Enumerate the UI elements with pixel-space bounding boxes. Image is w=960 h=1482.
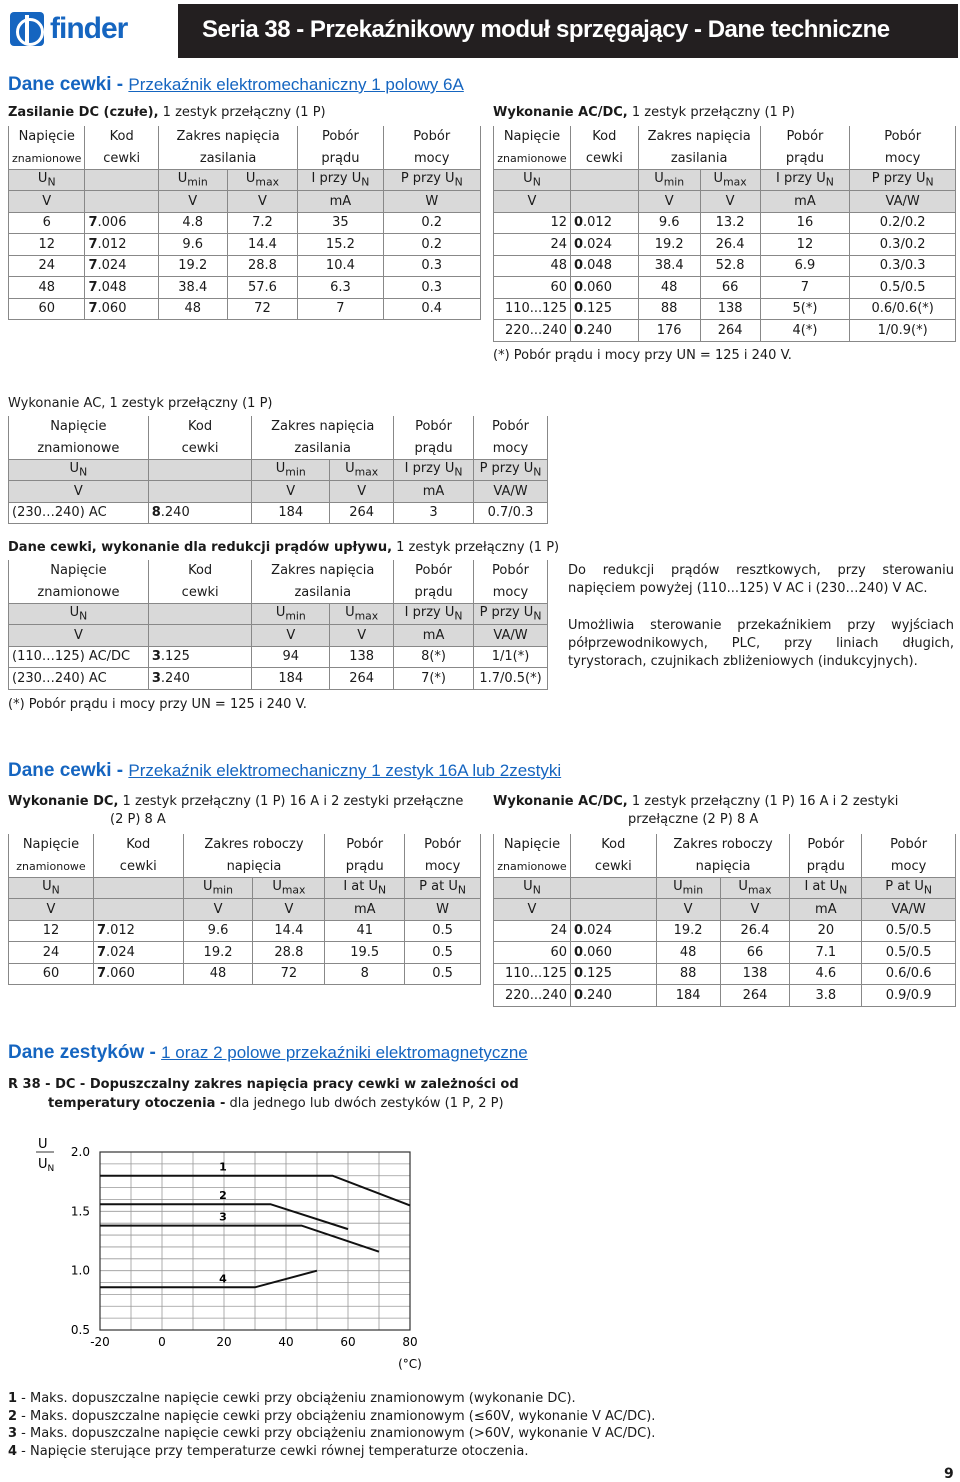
cell-code: 7.048 [85,277,158,299]
cell-voltage: 48 [494,255,571,277]
table-cell: 7.2 [227,212,298,234]
section-title-sub: Przekaźnik elektromechaniczny 1 zestyk 16A lub 2zestyki [128,761,562,780]
cell-code: 0.240 [570,320,638,342]
table-caption-16a-dc-cont: (2 P) 8 A [110,812,166,827]
section-title-contacts [8,1042,528,1064]
table-cell: 138 [700,298,760,320]
side-paragraph-2: Umożliwia sterowanie przekaźnikiem przy wyjściach półprzewodnikowych, PLC, przy liniach długich, tyrystorach, czujnikach zbliżeniowych (indukcyjnych). [568,618,954,669]
finder-logo-mark-icon [10,12,44,46]
chart-legend [8,1390,655,1460]
table-cell: 176 [638,320,700,342]
cell-voltage: 220...240 [494,320,571,342]
table-cell: 0.5 [405,942,481,964]
cell-voltage: 220...240 [494,985,571,1007]
table-cell: 48 [158,298,227,320]
cell-voltage: (230…240) AC [9,502,149,524]
table-cell: 66 [720,942,790,964]
table-cell: 35 [298,212,383,234]
table-cell: 7.1 [790,942,862,964]
table-cell: 0.2 [383,234,481,256]
side-paragraph-1: Do redukcji prądów resztkowych, przy sterowaniu napięciem powyżej (110...125) V AC i (230…240) V AC. [568,563,954,596]
series-label-2: 2 [219,1189,227,1203]
table-row [9,298,481,320]
table-cell: 26.4 [720,920,790,942]
table-cell: 0.4 [383,298,481,320]
section-title-coil-data-16a [8,760,561,782]
table-caption-reduction: Dane cewki, wykonanie dla redukcji prądów upływu, 1 zestyk przełączny (1 P) [8,540,560,555]
y-tick-label: 2.0 [70,1145,90,1159]
legend-item: 2 - Maks. dopuszczalne napięcie cewki przy obciążeniu znamionowym (≤60V, wykonanie V AC/DC). [8,1408,656,1424]
reduction-note: (*) Pobór prądu i mocy przy UN = 125 i 240 V. [8,697,307,712]
table-cell: 14.4 [227,234,298,256]
series-label-3: 3 [219,1210,227,1224]
y-axis-label-top: U [38,1137,48,1152]
table-row [9,668,548,690]
table-cell: 72 [253,963,325,985]
table-caption-acdc: Wykonanie AC/DC, 1 zestyk przełączny (1 P) [493,105,795,120]
table-row [494,985,956,1007]
x-tick-label: 80 [402,1335,418,1349]
legend-item: 4 - Napięcie sterujące przy temperaturze cewki równej temperaturze otoczenia. [8,1443,529,1459]
series-label-4: 4 [219,1272,227,1286]
cell-code: 8.240 [148,502,252,524]
table-cell: 0.7/0.3 [473,502,547,524]
table-row [494,320,956,342]
table-row [9,212,481,234]
cell-voltage: 60 [494,942,571,964]
cell-code: 0.060 [570,942,656,964]
finder-logo [10,12,160,50]
section-title-sub: Przekaźnik elektromechaniczny 1 polowy 6A [128,75,464,94]
table-cell: 19.2 [183,942,253,964]
cell-code: 0.012 [570,212,638,234]
cell-code: 0.125 [570,963,656,985]
table-row [9,502,548,524]
section-divider [0,748,960,750]
series-line-4 [100,1271,317,1288]
cell-voltage: 110...125 [494,963,571,985]
cell-voltage: 12 [9,920,94,942]
table-cell: 184 [252,668,330,690]
x-tick-label: 0 [158,1335,166,1349]
table-cell: 0.6/0.6 [862,963,956,985]
table-row [9,277,481,299]
table-caption-16a-dc: Wykonanie DC, 1 zestyk przełączny (1 P) 16 A i 2 zestyki przełączne [8,794,464,809]
finder-logo-text: finder [50,12,128,45]
x-axis-label: (°C) [398,1357,422,1371]
cell-voltage: 48 [9,277,85,299]
cell-code: 7.060 [85,298,158,320]
table-cell: 9.6 [158,234,227,256]
r38-caption-line2: temperatury otoczenia - dla jednego lub dwóch zestyków (1 P, 2 P) [48,1096,504,1111]
section-title-main: Dane cewki - [8,760,129,781]
cell-voltage: 110...125 [494,298,571,320]
page-title: Seria 38 - Przekaźnikowy moduł sprzęgający - Dane techniczne [202,16,890,43]
table-cell: 28.8 [227,255,298,277]
table-cell: 7 [298,298,383,320]
table-cell: 38.4 [638,255,700,277]
table-row [494,298,956,320]
table-cell: 19.5 [325,942,405,964]
coil-table-16a-dc: Napięcie Kod Zakres roboczy Pobór Pobór znamionowe cewki napięcia prądu mocy $U_N$ $U_{min}$ $U_{max}$ I at $U_N$ P at $U_N$ V V V mA W 12 7.012 9.6 14.4 41 0.5 24 7.024 19.2 28.8 19.5 0.5 60 7.060 48 72 8 0.5 [8,834,481,985]
coil-table-dc: Napięcie Kod Zakres napięcia Pobór Pobór znamionowe cewki zasilania prądu mocy $U_N$ $U_{min}$ $U_{max}$ I przy $U_N$ P przy $U_N$ V V V mA W 6 7.006 4.8 7.2 35 0.2 12 7.012 9.6 14.4 15.2 0.2 24 7.024 19.2 28.8 10.4 0.3 48 7.048 38.4 57.6 6.3 0.3 60 7.060 48 72 7 0.4 [8,126,481,320]
table-cell: 4(*) [760,320,850,342]
table-cell: 66 [700,277,760,299]
section-title-sub: 1 oraz 2 polowe przekaźniki elektromagnetyczne [161,1043,528,1062]
table-cell: 0.5 [405,963,481,985]
y-tick-label: 0.5 [70,1323,90,1337]
cell-code: 3.125 [148,646,252,668]
table-cell: 264 [700,320,760,342]
x-tick-label: 20 [216,1335,232,1349]
table-caption-16a-acdc: Wykonanie AC/DC, 1 zestyk przełączny (1 P) 16 A i 2 zestyki [493,794,899,809]
table-cell: 138 [330,646,394,668]
table-cell: 4.6 [790,963,862,985]
coil-table-ac: Napięcie Kod Zakres napięcia Pobór Pobór znamionowe cewki zasilania prądu mocy $U_N$ $U_{min}$ $U_{max}$ I przy $U_N$ P przy $U_N$ V V V mA VA/W (230…240) AC 8.240 184 264 3 0.7/0.3 [8,416,548,524]
table-row [494,277,956,299]
table-row [9,920,481,942]
table-cell: 48 [638,277,700,299]
cell-code: 7.012 [85,234,158,256]
y-tick-label: 1.5 [70,1204,90,1219]
table-cell: 19.2 [638,234,700,256]
table-row [9,963,481,985]
voltage-temperature-chart [0,1130,440,1380]
cell-code: 7.024 [93,942,183,964]
table-cell: 0.5 [405,920,481,942]
table-cell: 0.5/0.5 [862,942,956,964]
cell-voltage: 6 [9,212,85,234]
table-cell: 0.9/0.9 [862,985,956,1007]
table-cell: 3.8 [790,985,862,1007]
cell-code: 0.240 [570,985,656,1007]
table-cell: 12 [760,234,850,256]
table-cell: 9.6 [183,920,253,942]
table-cell: 9.6 [638,212,700,234]
cell-code: 0.125 [570,298,638,320]
table-cell: 48 [656,942,720,964]
section-title-coil-data-6a [8,74,464,96]
table-row [494,963,956,985]
cell-voltage: 60 [9,963,94,985]
table-cell: 3 [394,502,474,524]
table-cell: 28.8 [253,942,325,964]
table-cell: 20 [790,920,862,942]
legend-item: 3 - Maks. dopuszczalne napięcie cewki przy obciążeniu znamionowym (>60V, wykonanie V AC/DC). [8,1426,656,1441]
section-title-main: Dane zestyków - [8,1042,162,1063]
table-caption-ac: Wykonanie AC, 1 zestyk przełączny (1 P) [8,396,273,411]
cell-voltage: 60 [9,298,85,320]
section-title-main: Dane cewki - [8,74,129,95]
cell-code: 3.240 [148,668,252,690]
table-row [494,255,956,277]
coil-table-reduction: Napięcie Kod Zakres napięcia Pobór Pobór znamionowe cewki zasilania prądu mocy $U_N$ $U_{min}$ $U_{max}$ I przy $U_N$ P przy $U_N$ V V V mA VA/W (110…125) AC/DC 3.125 94 138 8(*) 1/1(*) (230…240) AC 3.240 184 264 7(*) 1.7/0.5(*) [8,560,548,690]
table-cell: 1.7/0.5(*) [474,668,548,690]
table-cell: 0.5/0.5 [850,277,956,299]
header-bar [178,4,958,58]
cell-code: 7.060 [93,963,183,985]
table-cell: 0.3 [383,255,481,277]
cell-code: 0.048 [570,255,638,277]
table-cell: 88 [638,298,700,320]
table-caption-dc: Zasilanie DC (czułe), 1 zestyk przełączny (1 P) [8,105,326,120]
cell-voltage: 12 [494,212,571,234]
cell-voltage: 60 [494,277,571,299]
table-cell: 0.5/0.5 [862,920,956,942]
coil-table-16a-acdc: Napięcie Kod Zakres roboczy Pobór Pobór znamionowe cewki napięcia prądu mocy $U_N$ $U_{min}$ $U_{max}$ I at $U_N$ P at $U_N$ V V V mA VA/W 24 0.024 19.2 26.4 20 0.5/0.5 60 0.060 48 66 7.1 0.5/0.5 110...125 0.125 88 138 4.6 0.6/0.6 220...240 0.240 184 264 3.8 0.9/0.9 [493,834,956,1007]
table-row [9,942,481,964]
table-cell: 6.9 [760,255,850,277]
cell-voltage: 24 [494,920,571,942]
acdc-note: (*) Pobór prądu i mocy przy UN = 125 i 240 V. [493,348,792,363]
table-cell: 15.2 [298,234,383,256]
table-cell: 264 [330,668,394,690]
table-cell: 6.3 [298,277,383,299]
table-row [494,920,956,942]
table-cell: 7(*) [394,668,474,690]
table-cell: 41 [325,920,405,942]
table-cell: 184 [252,502,330,524]
cell-code: 0.060 [570,277,638,299]
series-label-1: 1 [219,1160,227,1174]
table-cell: 16 [760,212,850,234]
table-row [9,234,481,256]
table-cell: 4.8 [158,212,227,234]
table-cell: 48 [183,963,253,985]
table-cell: 94 [252,646,330,668]
cell-voltage: (230…240) AC [9,668,149,690]
table-cell: 14.4 [253,920,325,942]
table-row [494,212,956,234]
table-cell: 38.4 [158,277,227,299]
table-cell: 72 [227,298,298,320]
page-number: 9 [944,1466,954,1482]
table-cell: 5(*) [760,298,850,320]
table-row [9,646,548,668]
table-cell: 264 [330,502,394,524]
cell-code: 7.006 [85,212,158,234]
cell-voltage: (110…125) AC/DC [9,646,149,668]
table-row [9,255,481,277]
cell-voltage: 12 [9,234,85,256]
x-tick-label: 60 [340,1335,356,1349]
table-cell: 8 [325,963,405,985]
table-cell: 0.6/0.6(*) [850,298,956,320]
table-cell: 52.8 [700,255,760,277]
cell-code: 0.024 [570,234,638,256]
table-cell: 1/0.9(*) [850,320,956,342]
cell-voltage: 24 [9,255,85,277]
table-cell: 0.3 [383,277,481,299]
table-cell: 0.3/0.2 [850,234,956,256]
cell-voltage: 24 [494,234,571,256]
table-cell: 264 [720,985,790,1007]
table-row [494,234,956,256]
table-cell: 0.2/0.2 [850,212,956,234]
table-cell: 88 [656,963,720,985]
table-cell: 7 [760,277,850,299]
coil-table-acdc: Napięcie Kod Zakres napięcia Pobór Pobór znamionowe cewki zasilania prądu mocy $U_N$ $U_{min}$ $U_{max}$ I przy $U_N$ P przy $U_N$ V V V mA VA/W 12 0.012 9.6 13.2 16 0.2/0.2 24 0.024 19.2 26.4 12 0.3/0.2 48 0.048 38.4 52.8 6.9 0.3/0.3 60 0.060 48 66 7 0.5/0.5 110...125 0.125 88 138 5(*) 0.6/0.6(*) 220...240 0.240 176 264 4(*) 1/0.9(*) [493,126,956,342]
table-cell: 184 [656,985,720,1007]
cell-code: 7.024 [85,255,158,277]
x-tick-label: -20 [90,1335,110,1349]
table-row [494,942,956,964]
table-caption-16a-acdc-cont: przełączne (2 P) 8 A [628,812,759,827]
table-cell: 0.3/0.3 [850,255,956,277]
table-cell: 19.2 [656,920,720,942]
table-cell: 19.2 [158,255,227,277]
table-cell: 138 [720,963,790,985]
table-cell: 1/1(*) [474,646,548,668]
series-line-3 [100,1226,379,1252]
x-tick-label: 40 [278,1335,294,1349]
cell-code: 7.012 [93,920,183,942]
table-cell: 10.4 [298,255,383,277]
y-tick-label: 1.0 [70,1263,90,1278]
table-cell: 8(*) [394,646,474,668]
y-axis-label-bottom: $U_N$ [38,1157,55,1174]
legend-item: 1 - Maks. dopuszczalne napięcie cewki przy obciążeniu znamionowym (wykonanie DC). [8,1391,576,1406]
table-cell: 13.2 [700,212,760,234]
cell-voltage: 24 [9,942,94,964]
table-cell: 26.4 [700,234,760,256]
cell-code: 0.024 [570,920,656,942]
table-cell: 0.2 [383,212,481,234]
r38-caption-line1: R 38 - DC - Dopuszczalny zakres napięcia pracy cewki w zależności od [8,1077,519,1092]
table-cell: 57.6 [227,277,298,299]
